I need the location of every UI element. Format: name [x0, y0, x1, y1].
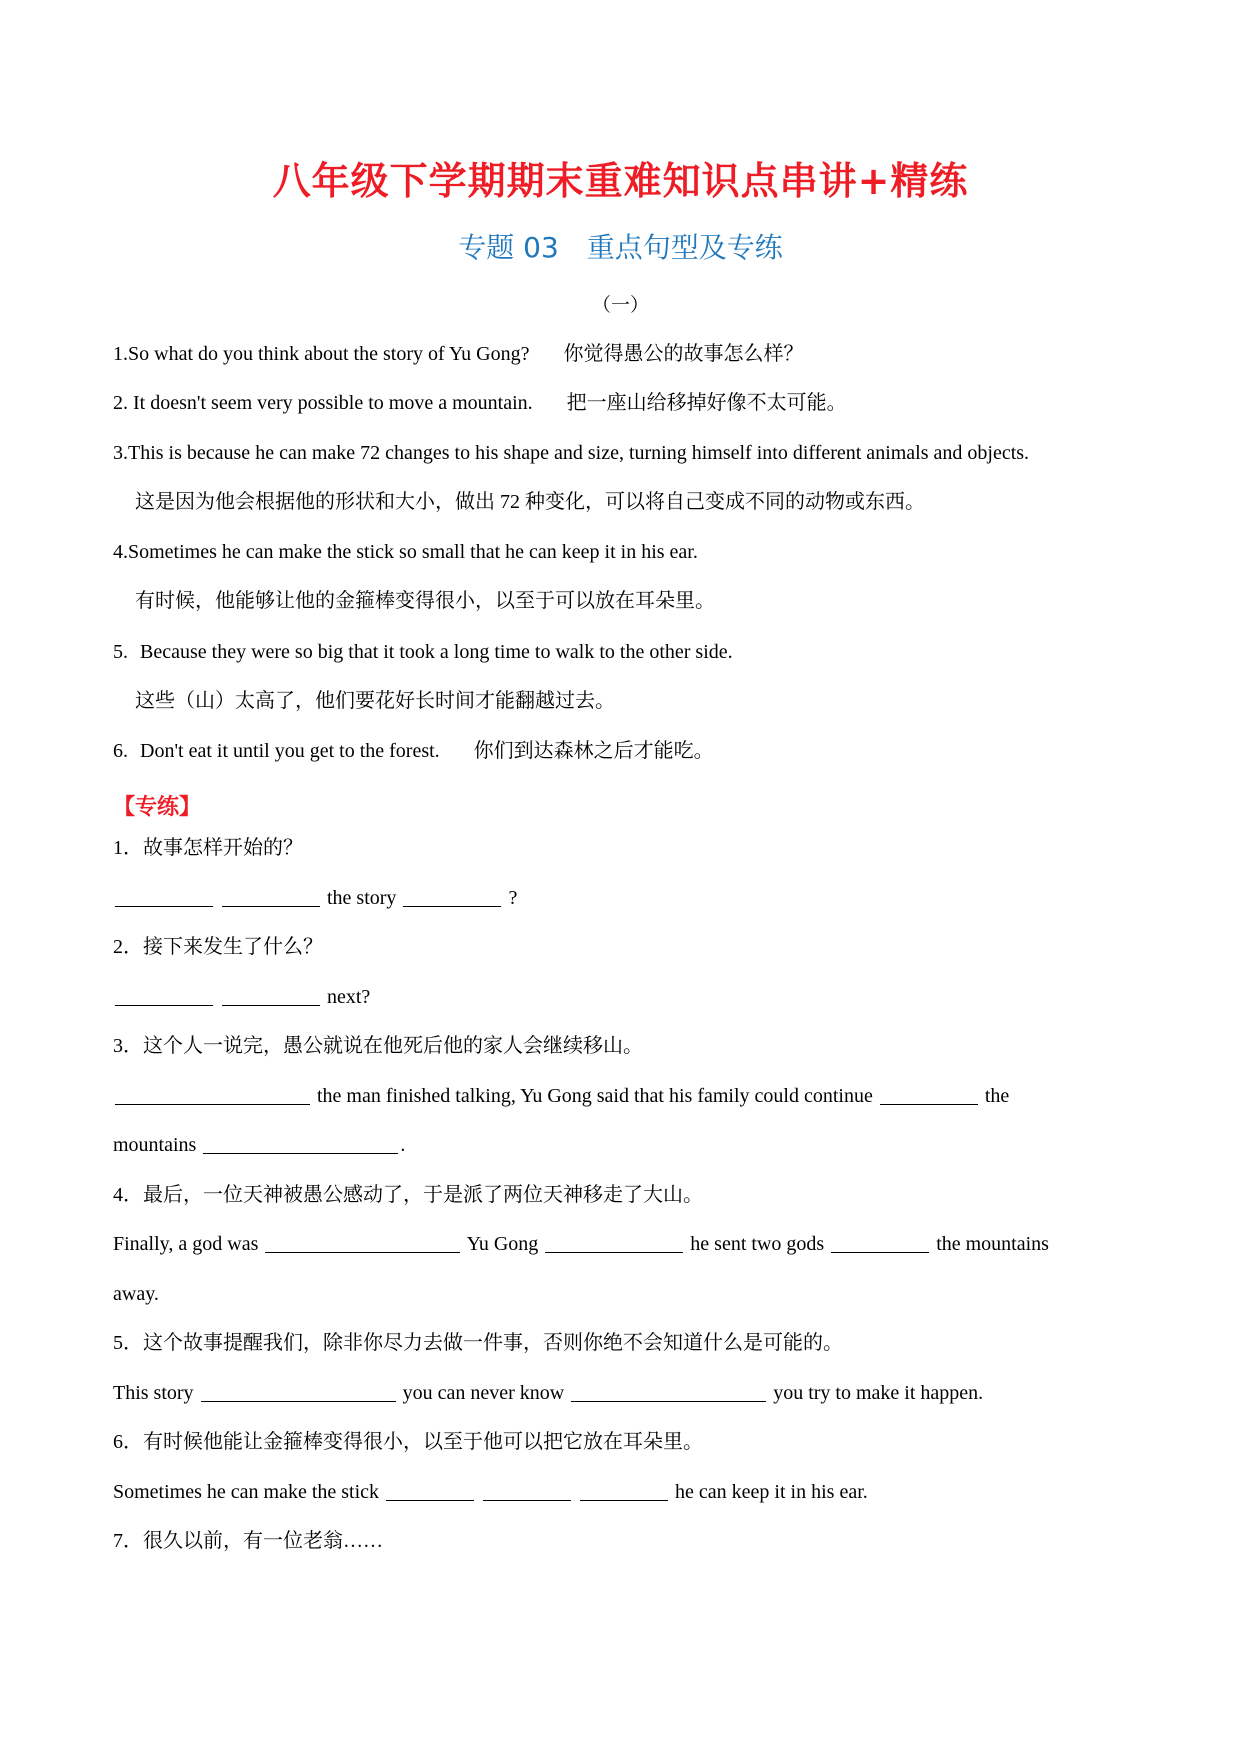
exercise-2-prompt: 2．接下来发生了什么？	[113, 936, 323, 958]
sentence-6	[113, 736, 714, 766]
exercise-text: next?	[327, 986, 371, 1008]
exercise-text: he can keep it in his ear.	[675, 1481, 868, 1503]
exercise-text: the mountains	[936, 1233, 1049, 1255]
answer-blank[interactable]	[115, 1084, 310, 1105]
exercise-6-answer	[113, 1477, 868, 1507]
sentence-1-cn: 你觉得愚公的故事怎么样？	[563, 343, 804, 365]
exercise-3-answer-cont	[113, 1130, 405, 1160]
answer-blank[interactable]	[222, 985, 320, 1006]
exercise-text: you try to make it happen.	[773, 1382, 984, 1404]
exercise-3-prompt: 3．这个人一说完，愚公就说在他死后他的家人会继续移山。	[113, 1035, 643, 1057]
answer-blank[interactable]	[115, 886, 213, 907]
exercise-4-answer-cont: away.	[113, 1283, 159, 1305]
exercise-text: ?	[508, 887, 518, 909]
sentence-5-text: Because they were so big that it took a long time to walk to the other side.	[140, 641, 733, 663]
exercise-4-answer	[113, 1229, 1049, 1259]
exercise-1-prompt: 1．故事怎样开始的？	[113, 837, 303, 859]
exercise-6-prompt: 6．有时候他能让金箍棒变得很小，以至于他可以把它放在耳朵里。	[113, 1431, 703, 1453]
sentence-4-en: 4.Sometimes he can make the stick so small that he can keep it in his ear.	[113, 541, 698, 563]
sentence-2-en: 2. It doesn't seem very possible to move a mountain.	[113, 392, 533, 414]
exercise-3-answer	[113, 1081, 1009, 1111]
sentence-1-en: 1.So what do you think about the story of Yu Gong?	[113, 343, 530, 365]
exercise-5-answer	[113, 1378, 983, 1408]
answer-blank[interactable]	[403, 886, 501, 907]
topic-subtitle: 专题 03 重点句型及专练	[458, 231, 783, 264]
answer-blank[interactable]	[880, 1084, 978, 1105]
exercise-text: .	[400, 1134, 406, 1156]
exercise-text: the man finished talking, Yu Gong said that his family could continue	[317, 1085, 873, 1107]
answer-blank[interactable]	[483, 1480, 571, 1501]
exercise-text: This story	[113, 1382, 194, 1404]
exercise-text: Sometimes he can make the stick	[113, 1481, 380, 1503]
exercise-2-answer	[113, 982, 370, 1012]
sentence-2-cn: 把一座山给移掉好像不太可能。	[566, 392, 847, 414]
exercise-text: mountains	[113, 1134, 197, 1156]
answer-blank[interactable]	[545, 1232, 683, 1253]
answer-blank[interactable]	[386, 1480, 474, 1501]
sentence-6-cn: 你们到达森林之后才能吃。	[473, 740, 714, 762]
exercise-text: you can never know	[402, 1382, 565, 1404]
exercise-label: 【专练】	[113, 795, 202, 820]
answer-blank[interactable]	[201, 1381, 396, 1402]
sentence-6-en: Don't eat it until you get to the forest.	[140, 740, 440, 762]
sentence-4-cn: 有时候，他能够让他的金箍棒变得很小，以至于可以放在耳朵里。	[135, 590, 715, 612]
answer-blank[interactable]	[115, 985, 213, 1006]
sentence-5-cn: 这些（山）太高了，他们要花好长时间才能翻越过去。	[135, 690, 615, 712]
exercise-text: Yu Gong	[466, 1233, 539, 1255]
answer-blank[interactable]	[580, 1480, 668, 1501]
sentence-1	[113, 339, 803, 369]
answer-blank[interactable]	[203, 1133, 398, 1154]
exercise-1-answer	[113, 883, 517, 913]
sentence-2	[113, 388, 847, 418]
exercise-text: the story	[327, 887, 397, 909]
exercise-text: the	[984, 1085, 1010, 1107]
answer-blank[interactable]	[571, 1381, 766, 1402]
answer-blank[interactable]	[831, 1232, 929, 1253]
section-number: （一）	[591, 295, 649, 316]
exercise-text: he sent two gods	[690, 1233, 825, 1255]
sentence-6-number: 6.	[113, 740, 128, 762]
sentence-5-number: 5.	[113, 641, 128, 663]
sentence-3-cn: 这是因为他会根据他的形状和大小，做出 72 种变化，可以将自己变成不同的动物或东西。	[135, 491, 925, 513]
sentence-5-en	[113, 637, 733, 667]
exercise-7-prompt: 7．很久以前，有一位老翁……	[113, 1530, 383, 1552]
exercise-text: Finally, a god was	[113, 1233, 259, 1255]
answer-blank[interactable]	[222, 886, 320, 907]
document-title: 八年级下学期期末重难知识点串讲+精练	[272, 159, 969, 203]
exercise-5-prompt: 5．这个故事提醒我们，除非你尽力去做一件事，否则你绝不会知道什么是可能的。	[113, 1332, 843, 1354]
sentence-3-en: 3.This is because he can make 72 changes to his shape and size, turning himself into different animals and objects.	[113, 442, 1030, 464]
answer-blank[interactable]	[265, 1232, 460, 1253]
exercise-4-prompt: 4．最后，一位天神被愚公感动了，于是派了两位天神移走了大山。	[113, 1184, 703, 1206]
